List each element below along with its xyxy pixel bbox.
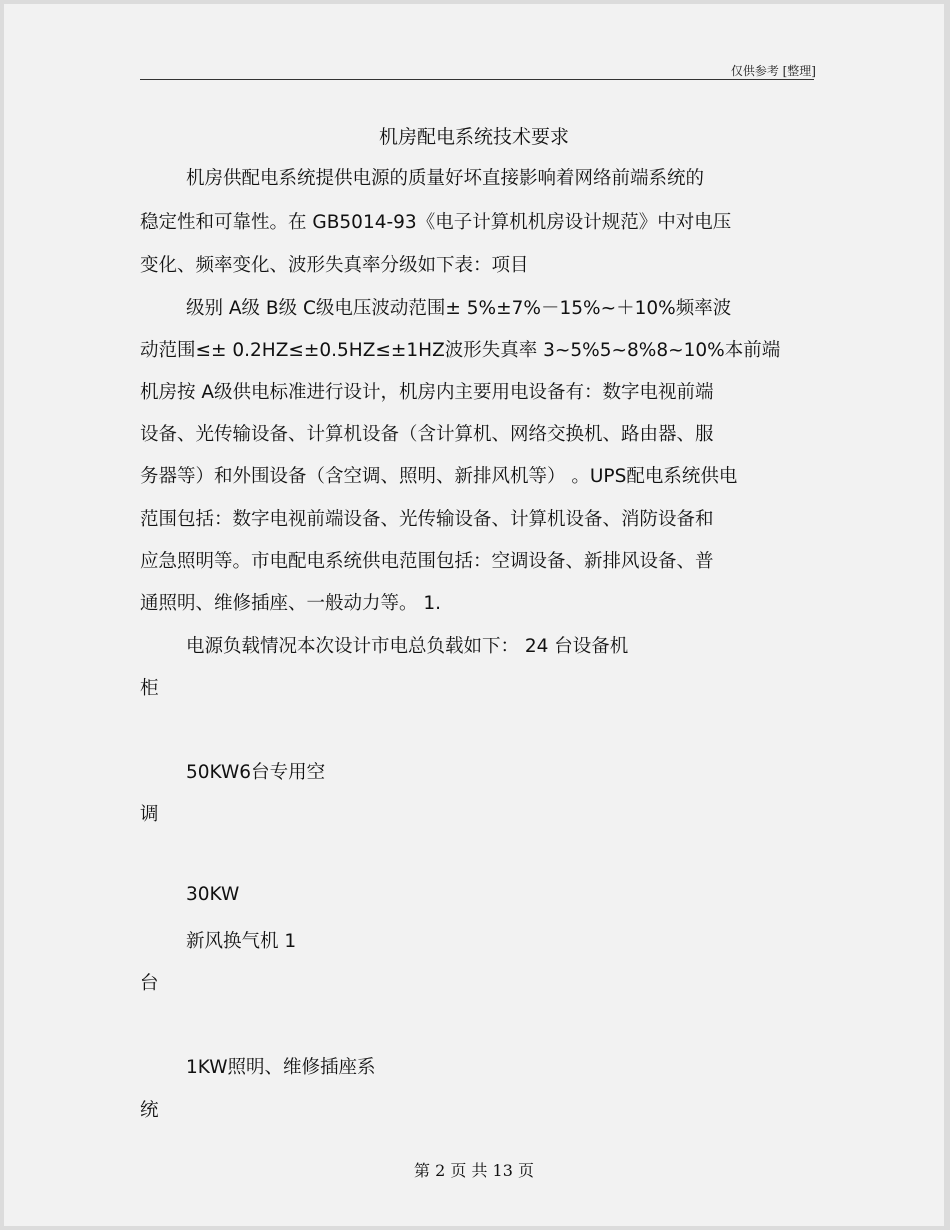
- body-line: 应急照明等。市电配电系统供电范围包括：空调设备、新排风设备、普: [140, 551, 714, 572]
- body-line: 统: [140, 1100, 159, 1121]
- body-line: 动范围≤± 0.2HZ≤±0.5HZ≤±1HZ波形失真率 3~5%5~8%8~10%本前端: [140, 340, 781, 361]
- body-line: 变化、频率变化、波形失真率分级如下表：项目: [140, 255, 529, 276]
- body-line: 电源负载情况本次设计市电总负载如下： 24 台设备机: [186, 636, 629, 657]
- body-line: 1KW照明、维修插座系: [186, 1057, 376, 1078]
- body-line: 柜: [140, 678, 159, 699]
- body-line: 稳定性和可靠性。在 GB5014-93《电子计算机机房设计规范》中对电压: [140, 212, 732, 233]
- page-title: 机房配电系统技术要求: [378, 126, 569, 148]
- body-line: 务器等）和外围设备（含空调、照明、新排风机等） 。UPS配电系统供电: [140, 466, 738, 487]
- body-line: 范围包括：数字电视前端设备、光传输设备、计算机设备、消防设备和: [140, 509, 714, 530]
- body-line: 通照明、维修插座、一般动力等。 1.: [140, 593, 442, 614]
- body-line: 台: [140, 973, 159, 994]
- body-line: 设备、光传输设备、计算机设备（含计算机、网络交换机、路由器、服: [140, 424, 714, 445]
- header-rule: [140, 79, 814, 80]
- body-line: 机房供配电系统提供电源的质量好坏直接影响着网络前端系统的: [186, 168, 705, 189]
- page-footer: 第 2 页 共 13 页: [414, 1161, 534, 1180]
- body-line: 级别 A级 B级 C级电压波动范围± 5%±7%－15%~＋10%频率波: [186, 298, 732, 319]
- header-note: 仅供参考 [整理]: [730, 64, 816, 78]
- body-line: 机房按 A级供电标准进行设计，机房内主要用电设备有：数字电视前端: [140, 382, 714, 403]
- body-line: 50KW6台专用空: [186, 762, 326, 783]
- document-page: [4, 4, 944, 1226]
- body-line: 新风换气机 1: [186, 931, 297, 952]
- body-line: 调: [140, 804, 159, 825]
- body-line: 30KW: [186, 884, 240, 905]
